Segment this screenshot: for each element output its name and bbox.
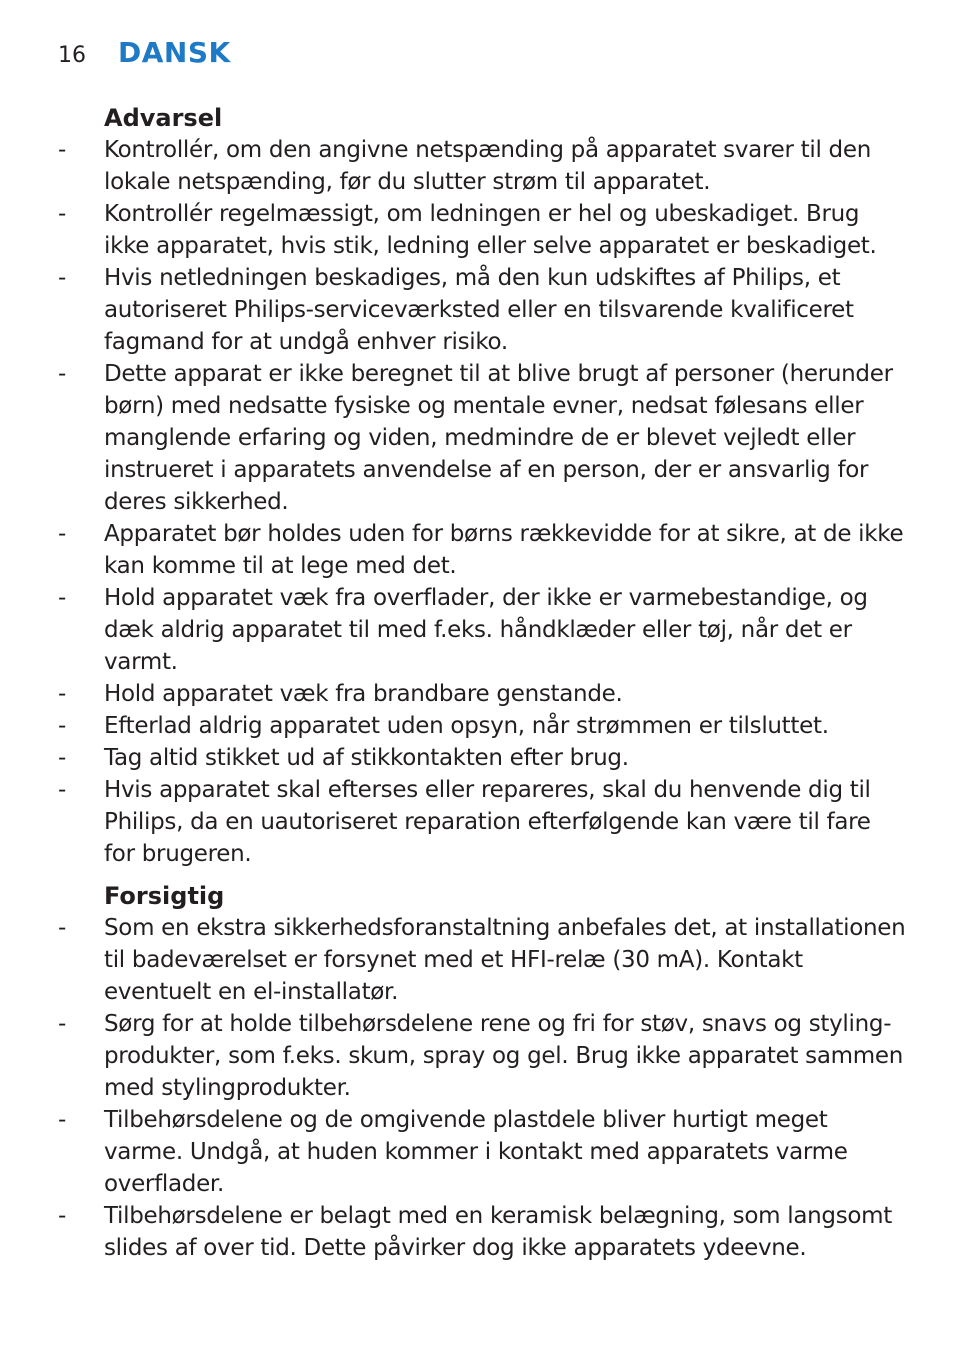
section-heading: Advarsel (104, 104, 223, 132)
warning-section (58, 102, 908, 870)
caution-list (58, 912, 908, 1264)
list-item (58, 1104, 908, 1200)
list-item (58, 262, 908, 358)
bullet-dash: - (58, 361, 66, 387)
bullet-dash: - (58, 201, 66, 227)
list-item-text: Efterlad aldrig apparatet uden opsyn, når strømmen er tilsluttet. (104, 713, 829, 739)
bullet-dash: - (58, 713, 66, 739)
list-item-text: Tilbehørsdelene er belagt med en keramisk belægning, som langsomt slides af over tid. Dette påvirker dog ikke apparatets ydeevne. (104, 1203, 892, 1261)
bullet-dash: - (58, 521, 66, 547)
list-item (58, 358, 908, 518)
list-item-text: Hvis apparatet skal efterses eller repareres, skal du henvende dig til Philips, da en uautoriseret reparation efterfølgende kan være til fare for brugeren. (104, 777, 871, 867)
warning-list (58, 134, 908, 870)
list-item-text: Hold apparatet væk fra brandbare genstande. (104, 681, 623, 707)
list-item (58, 742, 908, 774)
list-item (58, 710, 908, 742)
section-heading: Forsigtig (104, 882, 225, 910)
bullet-dash: - (58, 1203, 66, 1229)
list-item-text: Apparatet bør holdes uden for børns rækkevidde for at sikre, at de ikke kan komme til at lege med det. (104, 521, 904, 579)
list-item (58, 134, 908, 198)
list-item (58, 1200, 908, 1264)
bullet-dash: - (58, 777, 66, 803)
list-item-text: Tag altid stikket ud af stikkontakten efter brug. (104, 745, 629, 771)
list-item-text: Kontrollér, om den angivne netspænding på apparatet svarer til den lokale netspænding, før du slutter strøm til apparatet. (104, 137, 871, 195)
language-title: DANSK (118, 36, 231, 69)
page-number: 16 (58, 43, 86, 68)
list-item-text: Tilbehørsdelene og de omgivende plastdele bliver hurtigt meget varme. Undgå, at huden kommer i kontakt med apparatets varme overflader. (104, 1107, 848, 1197)
list-item-text: Kontrollér regelmæssigt, om ledningen er hel og ubeskadiget. Brug ikke apparatet, hvis stik, ledning eller selve apparatet er beskadiget. (104, 201, 877, 259)
list-item (58, 678, 908, 710)
list-item-text: Som en ekstra sikkerhedsforanstaltning anbefales det, at installationen til badeværelset er forsynet med et HFI-relæ (30 mA). Kontakt eventuelt en el-installatør. (104, 915, 906, 1005)
bullet-dash: - (58, 585, 66, 611)
page-content (58, 102, 908, 1264)
bullet-dash: - (58, 745, 66, 771)
bullet-dash: - (58, 137, 66, 163)
bullet-dash: - (58, 1011, 66, 1037)
list-item (58, 774, 908, 870)
list-item (58, 912, 908, 1008)
list-item-text: Dette apparat er ikke beregnet til at blive brugt af personer (herunder børn) med nedsatte fysiske og mentale evner, nedsat følesans eller manglende erfaring og viden, medmindre de er blevet vejledt eller instrueret i apparatets anvendelse af en person, der er ansvarlig for deres sikkerhed. (104, 361, 893, 515)
list-item-text: Hold apparatet væk fra overflader, der ikke er varmebestandige, og dæk aldrig apparatet til med f.eks. håndklæder eller tøj, når det er varmt. (104, 585, 868, 675)
list-item-text: Sørg for at holde tilbehørsdelene rene og fri for støv, snavs og styling-produkter, som f.eks. skum, spray og gel. Brug ikke apparatet sammen med stylingprodukter. (104, 1011, 903, 1101)
list-item (58, 582, 908, 678)
page-header (58, 36, 231, 72)
bullet-dash: - (58, 265, 66, 291)
bullet-dash: - (58, 1107, 66, 1133)
list-item-text: Hvis netledningen beskadiges, må den kun udskiftes af Philips, et autoriseret Philips-serviceværksted eller en tilsvarende kvalificeret fagmand for at undgå enhver risiko. (104, 265, 854, 355)
list-item (58, 1008, 908, 1104)
caution-section (58, 880, 908, 1264)
list-item (58, 198, 908, 262)
bullet-dash: - (58, 681, 66, 707)
bullet-dash: - (58, 915, 66, 941)
list-item (58, 518, 908, 582)
